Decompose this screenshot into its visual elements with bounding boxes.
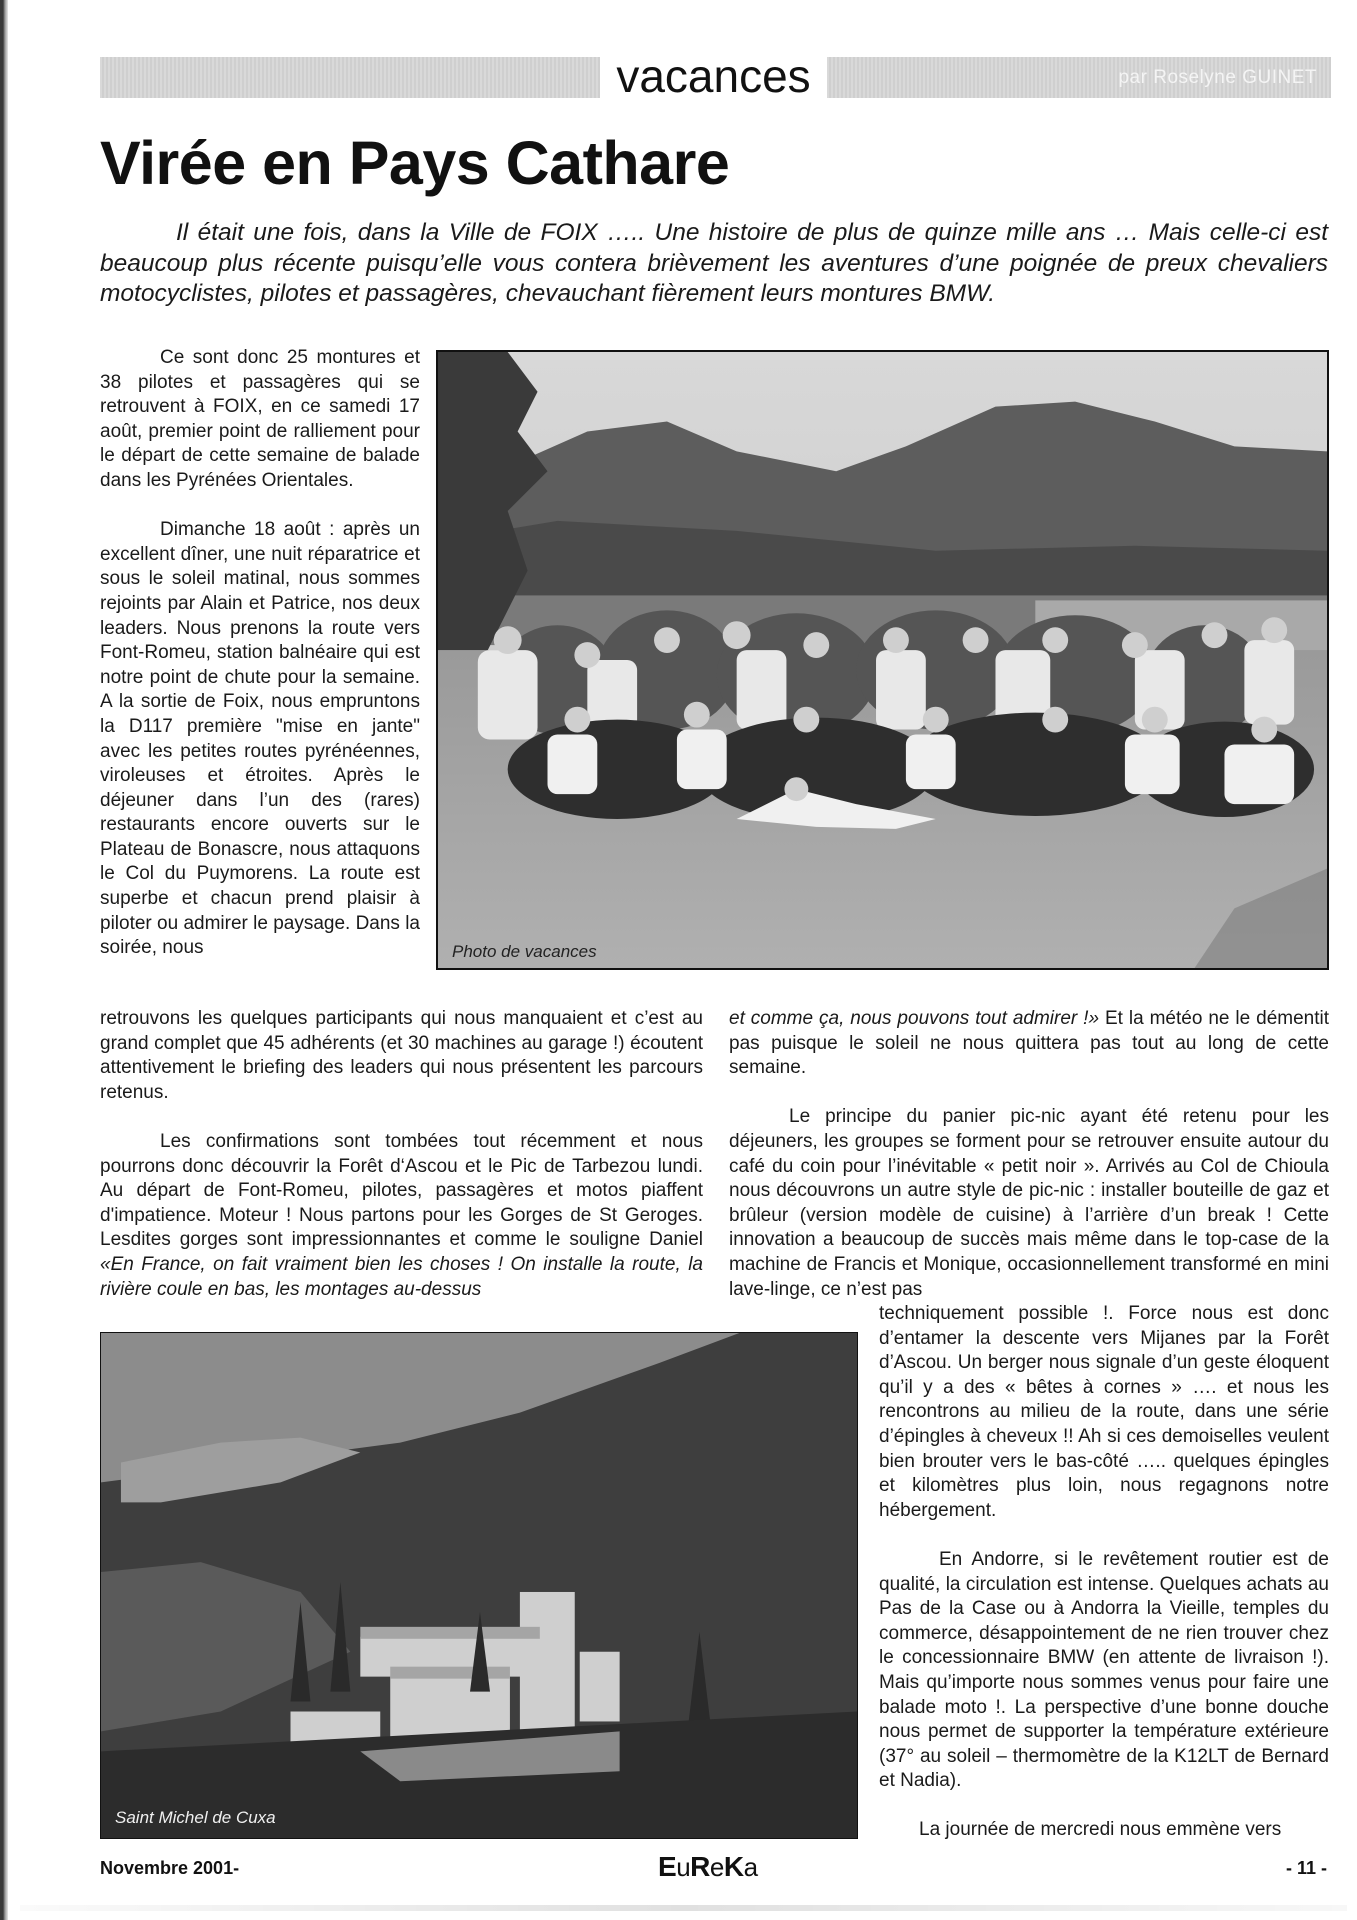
paragraph-3-quote: «En France, on fait vraiment bien les choses ! On installe la route, la rivière coule en bas, les montages au-dessus (100, 1253, 703, 1300)
logo-letter-R: R (690, 1851, 710, 1882)
paragraph-2-start: Dimanche 18 août : après un excellent dîner, une nuit réparatrice et sous le soleil matinal, nous sommes rejoints par Alain et Patrice, nos deux leaders. Nous prenons la route vers Font-Romeu, station balnéaire qui est notre point de chute pour la semaine. A la sortie de Foix, nous empruntons la D117 première "mise en jante" avec les petites routes pyrénéennes, viroleuses et étroites. Après le déjeuner dans l’un des (rares) restaurants encore ouverts sur le Plateau de Bonascre, nous attaquons le Col du Puymorens. La route est superbe et chacun prend plaisir à piloter ou admirer le paysage. Dans la soirée, nous (100, 519, 421, 959)
logo-letter-u: u (676, 1852, 691, 1882)
section-header-bar (100, 50, 1331, 102)
abbey-photo-image (101, 1333, 857, 1838)
logo-letter-K: K (723, 1851, 744, 1882)
header-band-left (100, 57, 600, 98)
footer-logo (658, 1851, 758, 1883)
column-right-bottom (879, 1302, 1329, 1843)
paragraph-6: La journée de mercredi nous emmène vers (919, 1819, 1282, 1841)
paragraph-3 (100, 1130, 703, 1302)
paragraph-3-quote-end: et comme ça, nous pouvons tout admirer !» (729, 1008, 1100, 1029)
logo-letter-a: a (743, 1852, 758, 1882)
paragraph-3-end (729, 1007, 1329, 1081)
logo-letter-e: e (709, 1852, 724, 1882)
footer-page-number: - 11 - (1285, 1858, 1327, 1878)
abbey-photo-caption: Saint Michel de Cuxa (115, 1808, 276, 1827)
author-byline: par Roselyne GUINET (1118, 67, 1317, 88)
paragraph-2-end: retrouvons les quelques participants qui nous manquaient et c’est au grand complet que 45 adhérents (et 30 machines au garage !) écoutent attentivement le briefing des leaders qui nous présentent les parcours retenus. (100, 1008, 703, 1103)
column-left-bottom (100, 1007, 703, 1302)
section-label: vacances (616, 50, 811, 102)
scan-shadow (20, 1905, 1347, 1911)
paragraph-4-start: Le principe du panier pic-nic ayant été retenu pour les déjeuners, les groupes se forment pour se retrouver ensuite autour du café du coin pour l’inévitable « petit noir ». Arrivés au Col de Chioula nous découvrons un autre style de pic-nic : installer bouteille de gaz et brûleur (version modèle de cuisine) à l’arrière d’un break ! Cette innovation a beaucoup de succès mais même dans le top-case de la machine de Francis et Monique, occasionnellement transformé en mini lave-linge, ce n’est pas (729, 1106, 1329, 1300)
paragraph-3-text: Les confirmations sont tombées tout récemment et nous pourrons donc découvrir la Forêt d‘Ascou et le Pic de Tarbezou lundi. Au départ de Font-Romeu, pilotes, passagères et motos piaffent d'impatience. Moteur ! Nous partons pour les Gorges de St Geroges. Lesdites gorges sont impressionnantes et comme le souligne Daniel (100, 1130, 703, 1251)
group-photo-caption: Photo de vacances (452, 942, 597, 961)
footer-issue-date: Novembre 2001- (100, 1858, 240, 1878)
paragraph-4-end: techniquement possible !. Force nous est donc d’entamer la descente vers Mijanes par la Forêt d’Ascou. Un berger nous signale d’un geste éloquent qu’il y a des « bêtes à cornes » …. et nous les rencontrons au milieu de la route, dans une série d’épingles à cheveux !! Ah si ces demoiselles veulent bien brouter vers le bas-côté ….. quelques épingles et kilomètres plus loin, nous regagnons notre hébergement. (879, 1303, 1329, 1521)
group-photo-image (438, 352, 1327, 968)
article-intro: Il était une fois, dans la Ville de FOIX ….. Une histoire de plus de quinze mille ans … Mais celle-ci est beaucoup plus récente puisqu’elle vous contera brièvement les aventures d’une poignée de preux chevaliers motocyclistes, pilotes et passagères, chevauchant fièrement leurs montures BMW. (100, 219, 1328, 307)
group-photo (436, 350, 1329, 970)
column-left-top (100, 346, 420, 961)
scan-edge (0, 0, 8, 1920)
paragraph-1: Ce sont donc 25 montures et 38 pilotes et passagères qui se retrouvent à FOIX, en ce samedi 17 août, premier point de ralliement pour le départ de cette semaine de balade dans les Pyrénées Orientales. (100, 347, 420, 491)
header-band-right (827, 57, 1331, 98)
paragraph-5: En Andorre, si le revêtement routier est de qualité, la circulation est intense. Quelques achats au Pas de la Case ou à Andorra la Vieille, temples du commerce, désappointement de ne rien trouver chez le concessionnaire BMW (en attente de livraison !). Mais qu’importe nous sommes venus pour faire une balade moto !. La perspective d’une bonne douche nous permet de supporter la température extérieure (37° au soleil – thermomètre de la K12LT de Bernard et Nadia). (879, 1548, 1329, 1792)
logo-letter-E: E (658, 1851, 677, 1882)
article-title: Virée en Pays Cathare (100, 129, 730, 197)
column-right-top (729, 1007, 1329, 1302)
paragraph-3-end-text: Et la météo ne le démentit pas puisque le soleil ne nous quittera pas tout au long de cette semaine. (729, 1008, 1329, 1079)
abbey-photo (100, 1332, 858, 1839)
